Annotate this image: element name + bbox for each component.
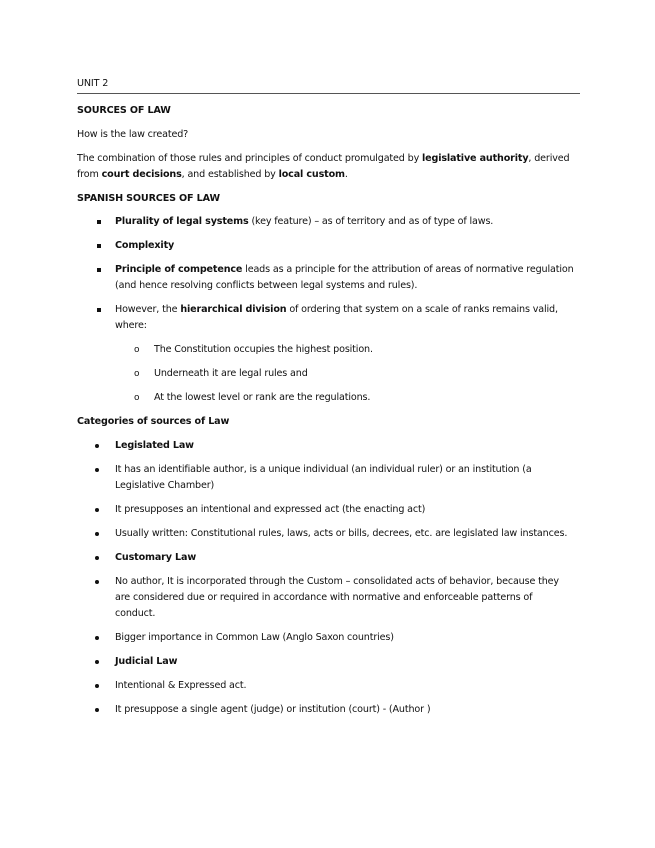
customary-author-line1: No author, It is incorporated through the Custom – consolidated acts of behavior, because they [115,576,559,587]
spanish-sources-heading: SPANISH SOURCES OF LAW [77,193,220,204]
dot-bullet-icon [95,508,99,512]
circle-bullet-icon: o [134,345,140,355]
dot-bullet-icon [95,532,99,536]
dot-bullet-icon [95,468,99,472]
customary-importance: Bigger importance in Common Law (Anglo Saxon countries) [115,632,394,643]
spanish-item-plurality: Plurality of legal systems (key feature) – as of territory and as of type of laws. [115,216,494,227]
header-divider [77,93,580,94]
unit-header: UNIT 2 [77,78,109,89]
customary-author-line2: are considered due or required in accordance with normative and enforceable patterns of [115,592,533,603]
legislated-written: Usually written: Constitutional rules, laws, acts or bills, decrees, etc. are legislated law instances. [115,528,568,539]
page-title: SOURCES OF LAW [77,105,171,116]
spanish-item-complexity: Complexity [115,240,175,251]
square-bullet-icon [97,268,101,272]
circle-bullet-icon: o [134,369,140,379]
question-text: How is the law created? [77,129,189,140]
dot-bullet-icon [95,708,99,712]
spanish-item-hierarchy: However, the hierarchical division of ordering that system on a scale of ranks remains valid, [115,304,558,315]
spanish-item-competence-line2: (and hence resolving conflicts between legal systems and rules). [115,280,418,291]
square-bullet-icon [97,244,101,248]
judicial-act: Intentional & Expressed act. [115,680,247,691]
spanish-item-competence: Principle of competence leads as a principle for the attribution of areas of normative regulation [115,264,574,275]
definition-line-2: from court decisions, and established by local custom. [77,169,348,180]
circle-bullet-icon: o [134,393,140,403]
hierarchy-sub-item: At the lowest level or rank are the regulations. [154,392,371,403]
legislated-law-label: Legislated Law [115,440,194,451]
dot-bullet-icon [95,636,99,640]
dot-bullet-icon [95,556,99,560]
square-bullet-icon [97,220,101,224]
hierarchy-sub-item: Underneath it are legal rules and [154,368,308,379]
spanish-item-hierarchy-line2: where: [115,320,147,331]
legislated-author-line1: It has an identifiable author, is a unique individual (an individual ruler) or an institution (a [115,464,532,475]
square-bullet-icon [97,308,101,312]
dot-bullet-icon [95,684,99,688]
legislated-author-line2: Legislative Chamber) [115,480,215,491]
dot-bullet-icon [95,444,99,448]
dot-bullet-icon [95,580,99,584]
categories-heading: Categories of sources of Law [77,416,230,427]
customary-law-label: Customary Law [115,552,197,563]
hierarchy-sub-item: The Constitution occupies the highest position. [154,344,373,355]
judicial-agent: It presuppose a single agent (judge) or institution (court) - (Author ) [115,704,431,715]
legislated-act: It presupposes an intentional and expressed act (the enacting act) [115,504,426,515]
dot-bullet-icon [95,660,99,664]
judicial-law-label: Judicial Law [115,656,178,667]
customary-author-line3: conduct. [115,608,156,619]
definition-line-1: The combination of those rules and principles of conduct promulgated by legislative authority, derived [77,153,570,164]
